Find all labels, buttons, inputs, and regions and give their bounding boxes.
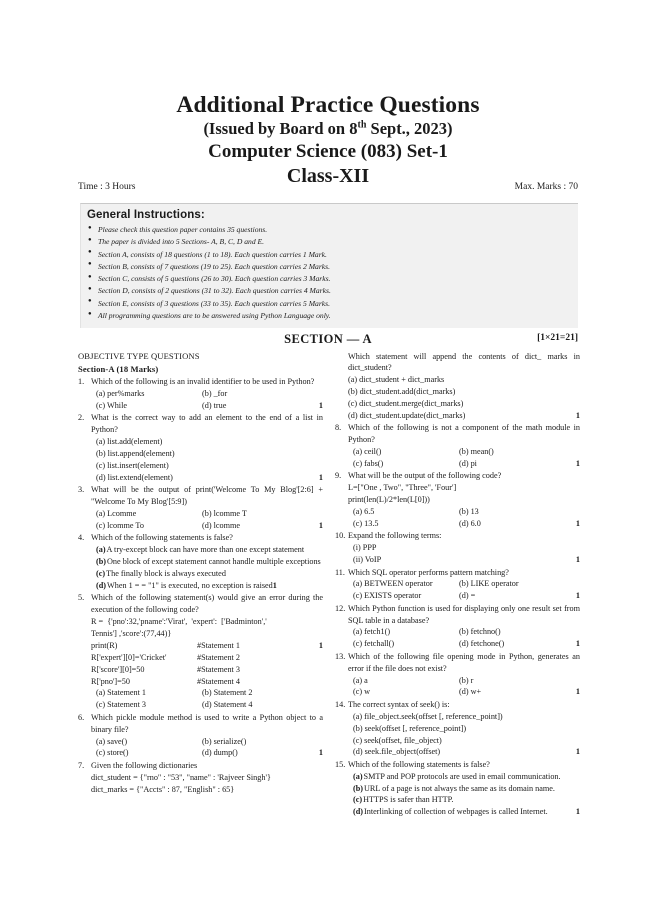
option-d[interactable]: (d) dump() (202, 748, 238, 758)
instructions-list (87, 224, 570, 322)
option-b[interactable]: (b) LIKE operator (459, 579, 519, 589)
option-a[interactable]: (a) BETWEEN operator (353, 579, 433, 589)
option-a[interactable]: (a) list.add(element) (96, 437, 163, 447)
section-marks-note: [1×21=21] (537, 333, 578, 343)
question-text: Which of the following statements is false? (348, 759, 490, 769)
instructions-heading: General Instructions: (87, 209, 205, 221)
option-c[interactable]: (c) w (353, 687, 371, 697)
option-b-text: One block of except statement cannot handle multiple exceptions (107, 557, 321, 567)
option-a[interactable]: (a) dict_student + dict_marks (348, 375, 445, 385)
option-d-body-text: When 1 = = "1" is executed, no exception is raised (107, 580, 273, 590)
option-c[interactable]: (c) 13.5 (353, 518, 379, 528)
option-b-text: URL of a page is not always the same as its domain name. (364, 783, 555, 793)
option-a-text: A try-except block can have more than one except statement (106, 545, 305, 555)
question-number: 8. (335, 423, 342, 433)
question-number: 14. (335, 699, 346, 709)
page-title: Additional Practice Questions (176, 92, 480, 118)
left-column (78, 350, 323, 818)
question-text: Which SQL operator performs pattern matching? (348, 567, 509, 577)
question-9 (335, 470, 580, 529)
question-text: Which pickle module method is used to write a Python object to a binary file? (91, 712, 323, 734)
exam-max-marks: Max. Marks : 70 (514, 182, 578, 192)
instruction-item: ● The paper is divided into 5 Sections- A, B, C, D and E. (87, 236, 570, 248)
question-7-continued (348, 351, 580, 422)
statement-1-code: print(R) (91, 640, 118, 650)
question-text: Which of the following statement(s) would give an error during the execution of the following code? (91, 593, 323, 615)
question-mark: 1 (575, 518, 580, 528)
option-d-text: (d) seek.file_object(offset) (353, 747, 441, 757)
issue-line-post: Sept., 2023) (366, 119, 453, 139)
question-number: 9. (335, 471, 342, 481)
option-c[interactable]: (c) EXISTS operator (353, 591, 422, 601)
option-c[interactable]: (c) While (96, 401, 127, 411)
options-group (353, 578, 580, 602)
question-text: What will be the output of the following code? (348, 471, 502, 481)
question-mark: 1 (318, 472, 323, 482)
question-number: 3. (78, 485, 85, 495)
term-ii-text: (ii) VoIP (353, 555, 382, 565)
question-11 (335, 567, 580, 603)
question-mark: 1 (575, 459, 580, 469)
option-b[interactable]: (b) seek(offset [, reference_point]) (353, 723, 467, 733)
option-c[interactable] (353, 794, 580, 806)
question-text: What will be the output of print('Welcome To My Blog'[2:6] + "Welcome To My Blog'[5:9]) (91, 485, 323, 507)
question-number: 11. (335, 567, 345, 577)
option-b[interactable]: (b) serialize() (202, 736, 247, 746)
option-a[interactable]: (a) ceil() (353, 447, 382, 457)
subject-line: Computer Science (083) Set-1 (208, 141, 448, 163)
statement-1-label: #Statement 1 (197, 640, 240, 650)
question-13 (335, 651, 580, 699)
code-line: print(len(L)/2*len(L[0])) (348, 495, 430, 505)
instruction-item: ● All programming questions are to be answered using Python Language only. (87, 310, 570, 322)
option-d[interactable]: (d) = (459, 591, 476, 601)
question-mark: 1 (318, 640, 323, 650)
option-c[interactable]: (c) list.insert(element) (96, 461, 169, 471)
question-10 (335, 530, 580, 566)
question-text: Which Python function is used for displaying only one result set from SQL table in a database? (348, 603, 580, 625)
option-c[interactable]: (c) dict_student.merge(dict_marks) (348, 399, 464, 409)
option-d[interactable]: (d) 6.0 (459, 518, 481, 528)
option-d-text: (d) dict_student.update(dict_marks) (348, 410, 466, 420)
question-mark: 1 (318, 520, 323, 530)
option-b[interactable]: (b) list.append(element) (96, 449, 175, 459)
statement-3-label: #Statement 3 (197, 664, 240, 674)
option-d[interactable] (353, 806, 580, 818)
option-a[interactable]: (a) save() (96, 736, 128, 746)
section-a-marks-heading: Section-A (18 Marks) (78, 363, 159, 374)
option-c-label: (c) (96, 569, 106, 579)
question-number: 4. (78, 533, 85, 543)
issue-line-pre: (Issued by Board on 8 (203, 119, 358, 139)
option-a[interactable] (353, 771, 580, 783)
option-a[interactable] (96, 544, 323, 556)
code-line: Tennis'] ,'score':(77,44)} (91, 628, 172, 638)
option-a[interactable]: (a) Statement 1 (96, 688, 147, 698)
option-a-label: (a) (353, 771, 363, 781)
issue-line (78, 119, 578, 139)
option-c-text: The finally block is always executed (106, 569, 226, 579)
option-d-body-text: Interlinking of collection of webpages is called Internet. (364, 807, 548, 817)
options-group (96, 736, 323, 760)
statement-2-code: R['expert'][0]='Cricket' (91, 652, 167, 662)
question-mark: 1 (575, 747, 580, 757)
option-c-text: HTTPS is safer than HTTP. (363, 795, 454, 805)
question-mark: 1 (575, 807, 580, 817)
option-d[interactable] (353, 746, 580, 758)
option-d-label: (d) (96, 580, 107, 590)
option-a[interactable]: (a) 6.5 (353, 507, 375, 517)
two-column-body (78, 350, 580, 818)
question-text: Which statement will append the contents of dict_ marks in dict_student? (348, 351, 580, 373)
question-mark: 1 (318, 748, 323, 758)
statement-3-code: R['score'][0]=50 (91, 664, 145, 674)
option-b[interactable]: (b) 13 (459, 507, 479, 517)
option-a[interactable]: (a) fetch1() (353, 627, 391, 637)
question-12 (335, 603, 580, 651)
section-title: SECTION — A (284, 332, 372, 346)
general-instructions-box (80, 203, 578, 328)
question-text: Which of the following file opening mode in Python, generates an error if the file does not exist? (348, 651, 580, 673)
statement-4-row (91, 676, 323, 688)
question-text: Expand the following terms: (348, 531, 442, 541)
option-b[interactable]: (b) lcomme T (202, 509, 247, 519)
statement-4-label: #Statement 4 (197, 676, 240, 686)
issue-line-ordinal: th (357, 119, 367, 131)
terms-group (353, 542, 580, 566)
statement-2-row (91, 652, 323, 664)
section-heading-row (78, 332, 578, 348)
option-d-label: (d) (353, 807, 364, 817)
question-7 (78, 760, 323, 796)
option-d[interactable] (348, 410, 580, 422)
question-number: 10. (335, 531, 346, 541)
option-b[interactable]: (b) mean() (459, 447, 494, 457)
option-d-text: (d) list.extend(element) (96, 472, 173, 482)
instruction-item: ● Section A, consists of 18 questions (1 to 18). Each question carries 1 Mark. (87, 249, 570, 261)
right-column (335, 350, 580, 818)
question-15 (335, 759, 580, 818)
question-text: Given the following dictionaries (91, 760, 198, 770)
option-c[interactable]: (c) store() (96, 748, 129, 758)
options-group (96, 544, 323, 592)
question-14 (335, 699, 580, 758)
option-a[interactable]: (a) per%marks (96, 389, 145, 399)
instruction-item: ● Section E, consists of 3 questions (33 to 35). Each question carries 5 Marks. (87, 298, 570, 310)
option-d[interactable] (96, 472, 323, 484)
statement-2-label: #Statement 2 (197, 652, 240, 662)
options-group (96, 687, 323, 711)
question-mark: 1 (575, 639, 580, 649)
statement-4-code: R['pno']=50 (91, 676, 130, 686)
option-d[interactable]: (d) pi (459, 459, 477, 469)
options-group (353, 675, 580, 699)
code-line: dict_marks = {"Accts" : 87, "English" : 65} (91, 784, 235, 794)
option-c[interactable]: (c) fetchall() (353, 639, 395, 649)
code-line: L=["One , Two", "Three", 'Four'] (348, 483, 457, 493)
statement-1-row (91, 640, 323, 652)
option-d[interactable]: (d) w+ (459, 687, 482, 697)
question-number: 13. (335, 651, 346, 661)
question-text: What is the correct way to add an element to the end of a list in Python? (91, 413, 323, 435)
options-group (353, 711, 580, 759)
class-line: Class-XII (286, 164, 370, 187)
option-d-text (363, 806, 580, 818)
option-c[interactable]: (c) lcomme To (96, 520, 144, 530)
option-d[interactable] (96, 580, 323, 592)
question-1 (78, 376, 323, 412)
option-c[interactable] (96, 568, 323, 580)
option-b[interactable]: (b) _for (202, 389, 228, 399)
question-text: Which of the following is not a component of the math module in Python? (348, 423, 580, 445)
code-line: dict_student = {"rno" : "53", "name" : 'Rajveer Singh'} (91, 772, 271, 782)
option-d[interactable]: (d) true (202, 401, 227, 411)
option-b[interactable] (353, 783, 580, 795)
option-d[interactable]: (d) Statement 4 (202, 700, 253, 710)
option-a-label: (a) (96, 545, 106, 555)
question-mark: 1 (575, 591, 580, 601)
question-text: Which of the following statements is false? (91, 533, 233, 543)
option-b[interactable]: (b) dict_student.add(dict_marks) (348, 387, 456, 397)
objective-type-heading: OBJECTIVE TYPE QUESTIONS (78, 351, 200, 361)
exam-meta-row (78, 182, 578, 192)
option-c-label: (c) (353, 795, 363, 805)
question-3 (78, 484, 323, 532)
option-d[interactable]: (d) lcomme (202, 520, 240, 530)
option-b[interactable]: (b) Statement 2 (202, 688, 253, 698)
options-group (353, 626, 580, 650)
option-c[interactable]: (c) seek(offset, file_object) (353, 735, 442, 745)
question-mark: 1 (575, 410, 580, 420)
options-group (353, 446, 580, 470)
question-2 (78, 412, 323, 483)
question-number: 1. (78, 377, 85, 387)
question-8 (335, 422, 580, 470)
option-d-text (106, 580, 323, 592)
question-5 (78, 592, 323, 711)
question-mark: 1 (272, 580, 277, 590)
code-line: R = {'pno':32,'pname':'Virat', 'expert': ['Badminton',' (91, 617, 267, 627)
option-b[interactable]: (b) fetchno() (459, 627, 501, 637)
question-number: 15. (335, 759, 346, 769)
question-4 (78, 532, 323, 591)
question-mark: 1 (318, 401, 323, 411)
options-group (96, 388, 323, 412)
instruction-item: ● Section C, consists of 5 questions (26 to 30). Each question carries 3 Marks. (87, 273, 570, 285)
option-a[interactable]: (a) a (353, 675, 368, 685)
options-group (353, 506, 580, 530)
options-group (96, 508, 323, 532)
instruction-item: ● Section D, consists of 2 questions (31 to 32). Each question carries 4 Marks. (87, 285, 570, 297)
question-number: 7. (78, 760, 85, 770)
option-c[interactable]: (c) fabs() (353, 459, 384, 469)
option-b-label: (b) (96, 557, 107, 567)
options-group (348, 374, 580, 422)
question-6 (78, 712, 323, 760)
question-number: 5. (78, 593, 85, 603)
option-a-text: SMTP and POP protocols are used in email communication. (363, 771, 561, 781)
question-number: 6. (78, 712, 85, 722)
instruction-item: ● Please check this question paper contains 35 questions. (87, 224, 570, 236)
option-b-label: (b) (353, 783, 364, 793)
term-ii (353, 554, 580, 566)
options-group (96, 436, 323, 484)
option-a[interactable]: (a) file_object.seek(offset [, reference_point]) (353, 711, 503, 721)
option-b[interactable]: (b) r (459, 675, 474, 685)
term-i: (i) PPP (353, 543, 377, 553)
question-text: Which of the following is an invalid identifier to be used in Python? (91, 377, 315, 387)
instruction-item: ● Section B, consists of 7 questions (19 to 25). Each question carries 2 Marks. (87, 261, 570, 273)
exam-duration: Time : 3 Hours (78, 182, 136, 192)
option-c[interactable]: (c) Statement 3 (96, 700, 147, 710)
option-b[interactable] (96, 556, 323, 568)
question-mark: 1 (575, 555, 580, 565)
question-number: 2. (78, 413, 85, 423)
question-text: The correct syntax of seek() is: (348, 699, 450, 709)
option-d[interactable]: (d) fetchone() (459, 639, 505, 649)
option-a[interactable]: (a) Lcomme (96, 509, 137, 519)
masthead (78, 92, 578, 187)
options-group (353, 771, 580, 819)
question-number: 12. (335, 603, 346, 613)
question-mark: 1 (575, 687, 580, 697)
statement-3-row (91, 664, 323, 676)
